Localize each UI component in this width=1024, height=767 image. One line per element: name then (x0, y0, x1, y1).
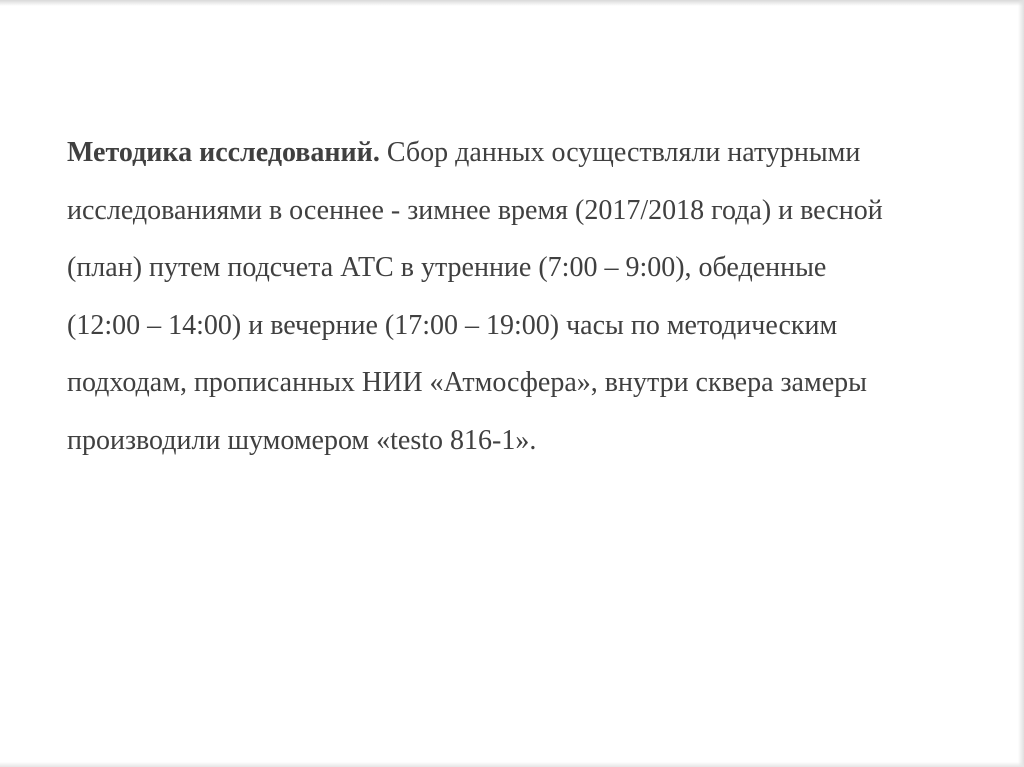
body-paragraph (67, 124, 987, 469)
paragraph-lead-heading: Методика исследований. (67, 137, 380, 168)
slide-right-shadow (1018, 0, 1024, 767)
paragraph-line-4: (12:00 – 14:00) и вечерние (17:00 – 19:00) часы по методическим (67, 309, 838, 341)
slide-top-shadow (0, 0, 1024, 6)
paragraph-line-3: (план) путем подсчета АТС в утренние (7:00 – 9:00), обеденные (67, 252, 827, 283)
paragraph-line-6: производили шумомером «testo 816-1». (67, 424, 537, 456)
paragraph-line-5: подходам, прописанных НИИ «Атмосфера», внутри сквера замеры (67, 367, 867, 398)
paragraph-line-2: исследованиями в осеннее - зимнее время (2017/2018 года) и весной (67, 194, 883, 226)
slide-bottom-shadow (0, 762, 1024, 767)
paragraph-line-1 (67, 124, 987, 182)
paragraph-line-1-text: Сбор данных осуществляли натурными (386, 137, 861, 168)
